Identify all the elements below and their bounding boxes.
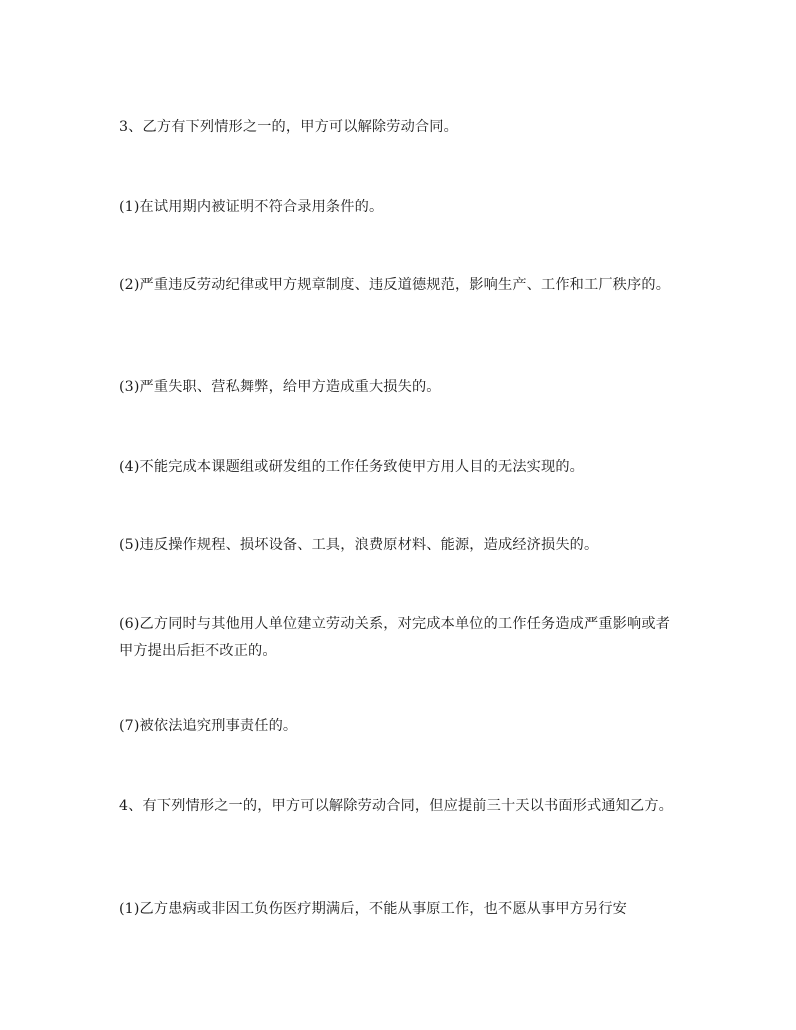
paragraph-clause-3-item-6: (6)乙方同时与其他用人单位建立劳动关系，对完成本单位的工作任务造成严重影响或者甲方提出后拒不改正的。 xyxy=(119,616,671,659)
paragraph-clause-3: 3、乙方有下列情形之一的，甲方可以解除劳动合同。 xyxy=(119,119,458,135)
paragraph-clause-3-item-7: (7)被依法追究刑事责任的。 xyxy=(119,718,298,734)
paragraph-clause-3-item-3: (3)严重失职、营私舞弊，给甲方造成重大损失的。 xyxy=(119,379,441,395)
paragraph-clause-3-item-1: (1)在试用期内被证明不符合录用条件的。 xyxy=(119,199,384,215)
paragraph-clause-3-item-4: (4)不能完成本课题组或研发组的工作任务致使甲方用人目的无法实现的。 xyxy=(119,459,585,475)
paragraph-clause-3-item-2: (2)严重违反劳动纪律或甲方规章制度、违反道德规范，影响生产、工作和工厂秩序的。 xyxy=(119,277,671,293)
paragraph-clause-4: 4、有下列情形之一的，甲方可以解除劳动合同，但应提前三十天以书面形式通知乙方。 xyxy=(119,798,674,814)
paragraph-clause-3-item-5: (5)违反操作规程、损坏设备、工具，浪费原材料、能源，造成经济损失的。 xyxy=(119,537,599,553)
paragraph-clause-4-item-1: (1)乙方患病或非因工负伤医疗期满后，不能从事原工作，也不愿从事甲方另行安 xyxy=(119,901,628,917)
